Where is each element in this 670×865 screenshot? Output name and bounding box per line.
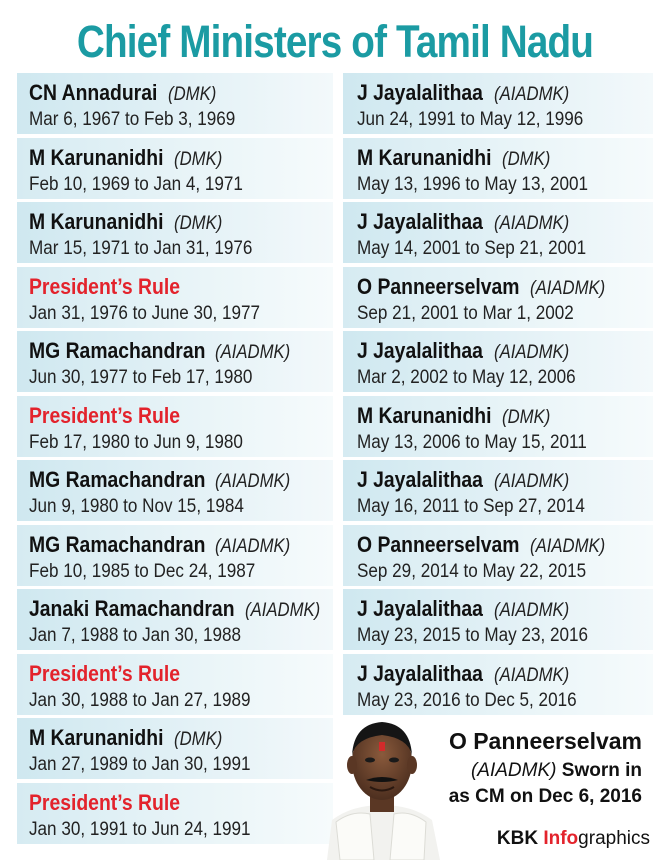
cm-party: (AIADMK) — [529, 535, 605, 557]
name-line — [357, 208, 653, 236]
cm-term-dates: Mar 15, 1971 to Jan 31, 1976 — [29, 238, 253, 259]
cm-term-dates: May 23, 2016 to Dec 5, 2016 — [357, 689, 577, 711]
name-line — [357, 531, 653, 559]
name-line — [357, 595, 653, 623]
cm-term-dates: Jun 30, 1977 to Feb 17, 1980 — [29, 367, 253, 388]
cm-term-dates: May 13, 2006 to May 15, 2011 — [357, 431, 587, 453]
name-line — [29, 337, 333, 365]
name-line — [357, 273, 653, 301]
name-line — [29, 531, 333, 559]
name-line — [357, 660, 653, 688]
cm-entry — [17, 138, 333, 200]
cm-term-dates: Jan 27, 1989 to Jan 30, 1991 — [29, 754, 251, 775]
credit-kbk: KBK — [496, 828, 544, 849]
cm-entry — [343, 331, 653, 393]
name-line — [29, 144, 333, 172]
cm-term-dates: Jan 30, 1991 to Jun 24, 1991 — [29, 818, 251, 840]
cm-entry — [17, 460, 333, 522]
cm-entry — [17, 331, 333, 393]
feature-party: (AIADMK) — [470, 760, 557, 781]
cm-term-dates: Sep 21, 2001 to Mar 1, 2002 — [357, 302, 574, 324]
cm-entry — [17, 718, 333, 780]
name-line — [357, 337, 653, 365]
name-line — [357, 402, 653, 430]
cm-party: (AIADMK) — [529, 277, 605, 299]
cm-entry — [17, 202, 333, 264]
cm-party: (AIADMK) — [493, 213, 569, 234]
cm-name: M Karunanidhi — [29, 725, 164, 750]
name-line — [29, 79, 333, 107]
cm-term-dates: Jan 30, 1988 to Jan 27, 1989 — [29, 689, 251, 711]
cm-party: (AIADMK) — [215, 471, 291, 492]
cm-entry — [343, 396, 653, 458]
cm-party: (AIADMK) — [493, 600, 569, 621]
cm-party: (DMK) — [173, 148, 222, 170]
cm-term-dates: May 16, 2011 to Sep 27, 2014 — [357, 496, 585, 517]
cm-entry — [343, 589, 653, 651]
cm-name: CN Annadurai — [29, 80, 158, 105]
feature-name: O Panneerselvam — [448, 728, 642, 754]
feature-sworn-b: as CM on Dec 6, 2016 — [448, 786, 642, 807]
portrait-photo — [322, 710, 442, 860]
cm-term-dates: Feb 17, 1980 to Jun 9, 1980 — [29, 431, 243, 453]
cm-name: MG Ramachandran — [29, 467, 206, 492]
cm-entry — [17, 525, 333, 587]
cm-party: (DMK) — [173, 729, 222, 750]
name-line — [357, 144, 653, 172]
cm-entry — [17, 589, 333, 651]
cm-party: (AIADMK) — [493, 471, 569, 492]
cm-party: (DMK) — [501, 148, 550, 170]
cm-entry — [343, 460, 653, 522]
cm-term-dates: Jun 24, 1991 to May 12, 1996 — [357, 109, 584, 130]
cm-name: M Karunanidhi — [29, 209, 164, 234]
cm-entry — [17, 267, 333, 329]
name-line — [29, 273, 333, 301]
cm-term-dates: Feb 10, 1969 to Jan 4, 1971 — [29, 173, 243, 195]
name-line — [357, 466, 653, 494]
cm-name: Janaki Ramachandran — [29, 596, 235, 621]
cm-entry — [343, 525, 653, 587]
cm-term-dates: Jun 9, 1980 to Nov 15, 1984 — [29, 496, 244, 517]
credit-info: Info — [543, 828, 579, 849]
cm-term-dates: Mar 6, 1967 to Feb 3, 1969 — [29, 109, 236, 130]
name-line — [29, 466, 333, 494]
cm-party: (AIADMK) — [215, 535, 291, 557]
cm-name: O Panneerselvam — [357, 273, 520, 299]
name-line — [29, 402, 333, 430]
cm-name: J Jayalalithaa — [357, 80, 483, 105]
cm-party: (AIADMK) — [493, 84, 569, 105]
name-line — [29, 595, 333, 623]
cm-name: J Jayalalithaa — [357, 596, 483, 621]
cm-entry — [343, 138, 653, 200]
cm-term-dates: May 14, 2001 to Sep 21, 2001 — [357, 238, 587, 259]
cm-name: President’s Rule — [29, 273, 180, 299]
right-column — [343, 73, 653, 718]
cm-entry — [343, 73, 653, 135]
cm-name: President’s Rule — [29, 402, 180, 428]
name-line — [29, 724, 333, 752]
name-line — [29, 789, 333, 817]
cm-name: MG Ramachandran — [29, 338, 206, 363]
cm-term-dates: Jan 7, 1988 to Jan 30, 1988 — [29, 625, 242, 646]
cm-name: President’s Rule — [29, 660, 180, 686]
cm-party: (DMK) — [173, 213, 222, 234]
cm-term-dates: May 23, 2015 to May 23, 2016 — [357, 625, 589, 646]
cm-name: M Karunanidhi — [357, 402, 492, 428]
page-title: Chief Ministers of Tamil Nadu — [76, 16, 594, 67]
cm-party: (DMK) — [501, 406, 550, 428]
cm-term-dates: Mar 2, 2002 to May 12, 2006 — [357, 367, 576, 388]
cm-party: (AIADMK) — [215, 342, 291, 363]
cm-party: (DMK) — [167, 84, 216, 105]
cm-term-dates: May 13, 1996 to May 13, 2001 — [357, 173, 589, 195]
cm-name: J Jayalalithaa — [357, 209, 483, 234]
cm-party: (AIADMK) — [493, 664, 569, 686]
name-line — [357, 79, 653, 107]
feature-party-line — [440, 760, 642, 782]
cm-name: J Jayalalithaa — [357, 338, 483, 363]
cm-entry — [17, 783, 333, 845]
cm-term-dates: Feb 10, 1985 to Dec 24, 1987 — [29, 560, 256, 582]
cm-name: MG Ramachandran — [29, 531, 206, 557]
credit-graphics: graphics — [578, 828, 650, 849]
cm-term-dates: Sep 29, 2014 to May 22, 2015 — [357, 560, 587, 582]
name-line — [29, 660, 333, 688]
cm-name: J Jayalalithaa — [357, 660, 483, 686]
cm-name: J Jayalalithaa — [357, 467, 483, 492]
cm-entry — [17, 396, 333, 458]
name-line — [29, 208, 333, 236]
left-column — [17, 73, 333, 847]
cm-name: President’s Rule — [29, 789, 180, 815]
cm-party: (AIADMK) — [493, 342, 569, 363]
cm-party: (AIADMK) — [244, 600, 320, 621]
cm-term-dates: Jan 31, 1976 to June 30, 1977 — [29, 302, 261, 324]
cm-entry — [343, 267, 653, 329]
cm-name: O Panneerselvam — [357, 531, 520, 557]
feature-sworn-a: Sworn in — [561, 760, 642, 781]
cm-entry — [343, 202, 653, 264]
credit-line — [440, 828, 650, 850]
cm-entry — [17, 73, 333, 135]
cm-entry — [343, 654, 653, 716]
cm-entry — [17, 654, 333, 716]
cm-name: M Karunanidhi — [29, 144, 164, 170]
cm-name: M Karunanidhi — [357, 144, 492, 170]
